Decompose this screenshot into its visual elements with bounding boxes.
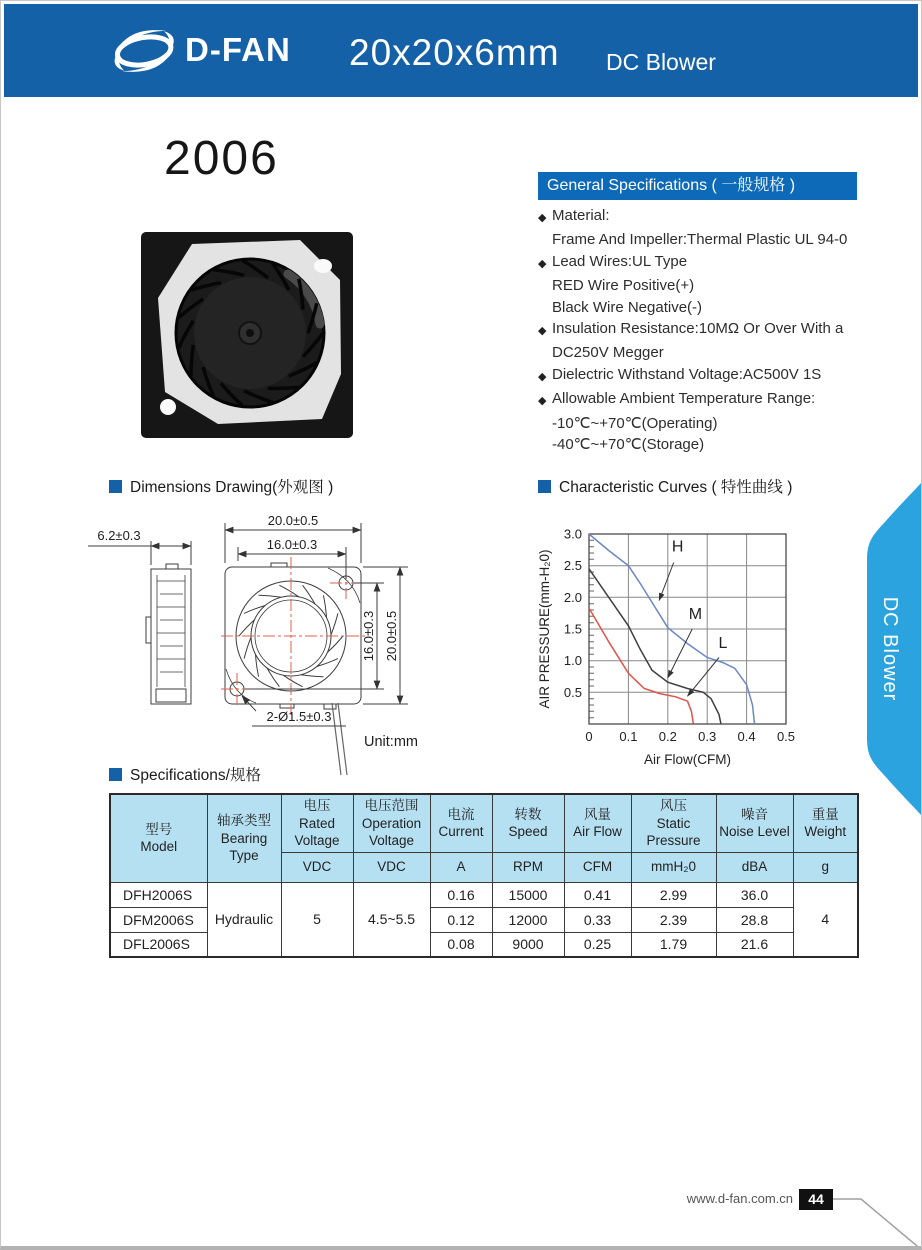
cell-current: 0.08 (430, 932, 492, 957)
cell-static-pressure: 2.99 (631, 882, 716, 907)
cell-weight: 4 (793, 882, 858, 957)
diamond-bullet-icon (538, 297, 552, 318)
general-specs-list (538, 205, 878, 455)
page-number-badge: 44 (799, 1189, 833, 1210)
col-header-rated-voltage: 电压 Rated Voltage (281, 794, 353, 852)
spec-text: Dielectric Withstand Voltage:AC500V 1S (552, 365, 822, 383)
spec-line (538, 297, 878, 318)
cell-airflow: 0.41 (564, 882, 631, 907)
dim-side-width: 6.2±0.3 (97, 528, 141, 543)
spec-line (538, 342, 878, 363)
table-row (110, 882, 858, 907)
svg-text:0.2: 0.2 (658, 729, 677, 744)
svg-text:1.0: 1.0 (563, 653, 582, 669)
col-header-weight: 重量 Weight (793, 794, 858, 852)
side-view (146, 564, 191, 704)
cell-model: DFL2006S (110, 932, 207, 957)
col-header-noise: 噪音 Noise Level (716, 794, 793, 852)
svg-text:0: 0 (585, 729, 593, 744)
section-title-dimensions (109, 475, 333, 497)
cell-speed: 9000 (492, 932, 564, 957)
diamond-bullet-icon: ◆ (538, 370, 547, 383)
specifications-table (109, 793, 859, 958)
diamond-bullet-icon: ◆ (538, 257, 547, 270)
section-title-curves (538, 475, 792, 497)
svg-text:AIR PRESSURE(mm-H₂0): AIR PRESSURE(mm-H₂0) (537, 549, 552, 709)
lead-wires (332, 703, 347, 775)
unit-rated-voltage: VDC (281, 852, 353, 882)
dim-outer-width: 20.0±0.5 (267, 513, 319, 528)
svg-text:3.0: 3.0 (563, 526, 582, 542)
front-view (221, 557, 368, 775)
diamond-bullet-icon (538, 434, 552, 455)
diamond-bullet-icon (538, 275, 552, 296)
spec-line (538, 205, 878, 229)
cell-bearing-type: Hydraulic (207, 882, 281, 957)
cell-speed: 15000 (492, 882, 564, 907)
dim-inner-height: 16.0±0.3 (361, 610, 376, 662)
spec-text: -10℃~+70℃(Operating) (552, 414, 718, 432)
col-header-speed: 转数 Speed (492, 794, 564, 852)
fan-swirl-icon (107, 27, 181, 73)
section-label: Dimensions Drawing(外观图 ) (130, 479, 334, 496)
chart-plot-area (537, 527, 795, 768)
col-header-bearing: 轴承类型 Bearing Type (207, 794, 281, 882)
svg-text:0.4: 0.4 (737, 729, 756, 744)
dim-inner-width: 16.0±0.3 (266, 537, 318, 552)
general-specs-header: General Specifications ( 一般规格 ) (538, 172, 857, 200)
cell-noise: 28.8 (716, 907, 793, 932)
cell-speed: 12000 (492, 907, 564, 932)
cell-noise: 36.0 (716, 882, 793, 907)
unit-current: A (430, 852, 492, 882)
spec-text: Frame And Impeller:Thermal Plastic UL 94-0 (552, 231, 848, 249)
svg-text:Air Flow(CFM): Air Flow(CFM) (644, 752, 731, 767)
svg-text:2.0: 2.0 (563, 589, 582, 605)
unit-speed: RPM (492, 852, 564, 882)
header-bar (4, 4, 918, 97)
spec-line (538, 434, 878, 455)
curves-chart (536, 501, 886, 771)
blue-square-icon (538, 480, 551, 493)
col-header-model: 型号 Model (110, 794, 207, 882)
brand-name: D-FAN (185, 31, 291, 68)
diamond-bullet-icon (538, 342, 552, 363)
cell-current: 0.16 (430, 882, 492, 907)
svg-text:0.5: 0.5 (563, 684, 582, 700)
product-size: 20x20x6mm (349, 32, 560, 73)
cell-static-pressure: 2.39 (631, 907, 716, 932)
svg-text:0.5: 0.5 (776, 729, 796, 744)
svg-text:2.5: 2.5 (563, 558, 582, 574)
unit-operation-voltage: VDC (353, 852, 430, 882)
spec-text: Lead Wires:UL Type (552, 252, 688, 270)
unit-static-pressure: mmH₂0 (631, 852, 716, 882)
section-label: Characteristic Curves ( 特性曲线 ) (559, 479, 793, 496)
model-number-title: 2006 (164, 132, 279, 185)
cell-airflow: 0.33 (564, 907, 631, 932)
product-photo (126, 206, 376, 456)
corner-decoration-line (833, 1187, 922, 1250)
website-url: www.d-fan.com.cn (686, 1191, 793, 1206)
diamond-bullet-icon: ◆ (538, 212, 547, 224)
cell-model: DFM2006S (110, 907, 207, 932)
diamond-bullet-icon: ◆ (538, 325, 547, 338)
dim-outer-height: 20.0±0.5 (384, 610, 399, 662)
spec-line (538, 364, 878, 388)
spec-line (538, 251, 878, 275)
cell-static-pressure: 1.79 (631, 932, 716, 957)
diamond-bullet-icon (538, 229, 552, 250)
diamond-bullet-icon: ◆ (538, 395, 547, 408)
col-header-static-pressure: 风压 Static Pressure (631, 794, 716, 852)
svg-text:M: M (688, 605, 703, 623)
svg-text:H: H (671, 538, 684, 556)
spec-line (538, 388, 878, 412)
spec-line (538, 318, 878, 342)
cell-current: 0.12 (430, 907, 492, 932)
product-type: DC Blower (606, 49, 716, 75)
unit-label: Unit:mm (364, 734, 418, 750)
diamond-bullet-icon (538, 413, 552, 434)
spec-text: Black Wire Negative(-) (552, 298, 703, 316)
side-tab-dc-blower[interactable] (858, 479, 921, 819)
svg-text:0.3: 0.3 (698, 729, 717, 744)
cell-operation-voltage: 4.5~5.5 (353, 882, 430, 957)
dim-holes: 2-Ø1.5±0.3 (266, 709, 332, 724)
dimension-lines (88, 523, 408, 726)
svg-text:1.5: 1.5 (563, 621, 582, 637)
dimensions-drawing (86, 499, 536, 799)
col-header-airflow: 风量 Air Flow (564, 794, 631, 852)
cell-airflow: 0.25 (564, 932, 631, 957)
spec-line (538, 229, 878, 250)
spec-line (538, 413, 878, 434)
unit-airflow: CFM (564, 852, 631, 882)
spec-line (538, 275, 878, 296)
spec-text: RED Wire Positive(+) (552, 277, 695, 295)
svg-text:L: L (718, 635, 728, 652)
cell-noise: 21.6 (716, 932, 793, 957)
brand-logo (107, 27, 291, 73)
unit-weight: g (793, 852, 858, 882)
section-label: Specifications/规格 (130, 767, 261, 784)
spec-text: Insulation Resistance:10MΩ Or Over With a (552, 320, 844, 338)
spec-text: Allowable Ambient Temperature Range: (552, 390, 816, 408)
side-tab-label: DC Blower (879, 596, 901, 702)
spec-text: -40℃~+70℃(Storage) (552, 436, 705, 454)
spec-text: Material: (552, 207, 610, 224)
col-header-current: 电流 Current (430, 794, 492, 852)
blue-square-icon (109, 480, 122, 493)
cell-rated-voltage: 5 (281, 882, 353, 957)
col-header-operation-voltage: 电压范围 Operation Voltage (353, 794, 430, 852)
cell-model: DFH2006S (110, 882, 207, 907)
unit-noise: dBA (716, 852, 793, 882)
svg-text:0.1: 0.1 (619, 729, 638, 744)
spec-text: DC250V Megger (552, 344, 664, 362)
